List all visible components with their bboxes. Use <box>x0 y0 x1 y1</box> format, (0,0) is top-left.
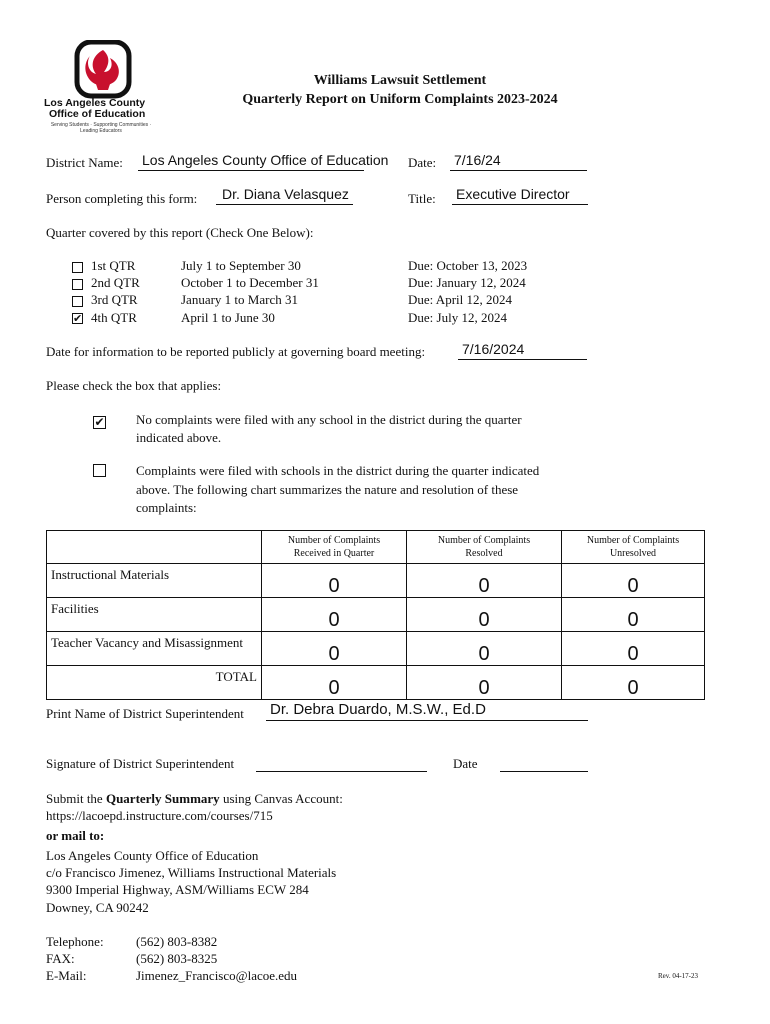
teacher-resolved[interactable]: 0 <box>407 632 562 666</box>
submit-suffix: using Canvas Account: <box>222 791 343 806</box>
quarter-4-label: 4th QTR <box>91 310 137 325</box>
superintendent-name-underline <box>266 720 588 721</box>
header-received: Number of Complaints Received in Quarter <box>262 531 407 564</box>
report-title-line2: Quarterly Report on Uniform Complaints 2023-2024 <box>242 92 558 107</box>
signature-line[interactable] <box>256 771 427 772</box>
row-label-facilities: Facilities <box>47 598 262 632</box>
date-label: Date: <box>408 155 437 170</box>
signature-label: Signature of District Superintendent <box>46 756 235 771</box>
header-resolved: Number of Complaints Resolved <box>407 531 562 564</box>
no-complaints-line2: indicated above. <box>136 430 222 445</box>
instructional-unresolved[interactable]: 0 <box>562 564 705 598</box>
org-name-line1: Los Angeles County <box>44 97 146 109</box>
quarter-2-due: Due: January 12, 2024 <box>408 275 526 290</box>
complaints-filed-line3: complaints: <box>136 500 197 515</box>
table-header-row <box>47 531 705 564</box>
quarter-1-range: July 1 to September 30 <box>181 258 301 273</box>
instructional-received[interactable]: 0 <box>262 564 407 598</box>
teacher-received[interactable]: 0 <box>262 632 407 666</box>
person-value[interactable]: Dr. Diana Velasquez <box>222 186 349 202</box>
district-name-value[interactable]: Los Angeles County Office of Education <box>142 152 389 168</box>
facilities-received[interactable]: 0 <box>262 598 407 632</box>
facilities-unresolved[interactable]: 0 <box>562 598 705 632</box>
quarter-1-due: Due: October 13, 2023 <box>408 258 528 273</box>
row-label-instructional: Instructional Materials <box>47 564 262 598</box>
title-label: Title: <box>408 191 436 206</box>
quarter-2-checkbox[interactable] <box>72 279 83 290</box>
applies-prompt: Please check the box that applies: <box>46 378 222 393</box>
date-underline <box>450 170 587 171</box>
revision-note: Rev. 04-17-23 <box>658 972 698 980</box>
quarter-3-due: Due: April 12, 2024 <box>408 292 512 307</box>
fax-value: (562) 803-8325 <box>136 951 218 966</box>
fax-label: FAX: <box>46 951 75 966</box>
telephone-label: Telephone: <box>46 934 104 949</box>
table-row <box>47 564 705 598</box>
quarter-4-range: April 1 to June 30 <box>181 310 275 325</box>
table-row <box>47 598 705 632</box>
quarter-2-range: October 1 to December 31 <box>181 275 319 290</box>
title-underline <box>452 204 588 205</box>
complaints-filed-line1: Complaints were filed with schools in the district during the quarter indicated <box>136 463 540 478</box>
table-row <box>47 632 705 666</box>
flame-emblem-icon <box>40 40 162 100</box>
submit-bold: Quarterly Summary <box>105 791 220 806</box>
district-name-underline <box>138 170 364 171</box>
complaints-filed-line2: above. The following chart summarizes the nature and resolution of these <box>136 482 519 497</box>
board-date-underline <box>458 359 587 360</box>
submit-prefix: Submit the <box>46 791 103 806</box>
telephone-value: (562) 803-8382 <box>136 934 218 949</box>
quarter-1-label: 1st QTR <box>91 258 136 273</box>
email-link[interactable]: Jimenez_Francisco@lacoe.edu <box>136 968 298 983</box>
complaints-filed-checkbox[interactable] <box>93 464 106 477</box>
complaints-table <box>46 530 705 700</box>
address-line-4: Downey, CA 90242 <box>46 900 149 915</box>
board-date-label: Date for information to be reported publicly at governing board meeting: <box>46 344 426 359</box>
quarter-3-checkbox[interactable] <box>72 296 83 307</box>
date-value[interactable]: 7/16/24 <box>454 152 501 168</box>
or-mail-heading: or mail to: <box>46 828 105 843</box>
lacoe-logo <box>40 40 162 138</box>
quarter-3-label: 3rd QTR <box>91 292 138 307</box>
header-unresolved: Number of Complaints Unresolved <box>562 531 705 564</box>
superintendent-name-value[interactable]: Dr. Debra Duardo, M.S.W., Ed.D <box>270 701 486 718</box>
total-resolved[interactable]: 0 <box>407 666 562 700</box>
canvas-url-link[interactable]: https://lacoepd.instructure.com/courses/715 <box>46 808 273 823</box>
title-value[interactable]: Executive Director <box>456 186 570 202</box>
address-line-3: 9300 Imperial Highway, ASM/Williams ECW 284 <box>46 882 309 897</box>
quarter-4-checkbox[interactable]: ✔ <box>73 312 83 325</box>
teacher-unresolved[interactable]: 0 <box>562 632 705 666</box>
total-received[interactable]: 0 <box>262 666 407 700</box>
row-label-teacher: Teacher Vacancy and Misassignment <box>47 632 262 666</box>
no-complaints-line1: No complaints were filed with any school in the district during the quarter <box>136 412 522 427</box>
facilities-resolved[interactable]: 0 <box>407 598 562 632</box>
instructional-resolved[interactable]: 0 <box>407 564 562 598</box>
signature-date-label: Date <box>453 756 478 771</box>
quarter-4-due: Due: July 12, 2024 <box>408 310 507 325</box>
signature-date-line[interactable] <box>500 771 588 772</box>
board-date-value[interactable]: 7/16/2024 <box>462 341 525 357</box>
quarter-1-checkbox[interactable] <box>72 262 83 273</box>
district-name-label: District Name: <box>46 155 123 170</box>
org-name-line2: Office of Education <box>49 108 146 120</box>
table-header-blank <box>47 531 262 564</box>
address-line-1: Los Angeles County Office of Education <box>46 848 259 863</box>
submit-instruction <box>46 791 343 807</box>
report-title-line1: Williams Lawsuit Settlement <box>313 73 487 88</box>
superintendent-name-label: Print Name of District Superintendent <box>46 706 244 721</box>
org-tagline: Serving Students · Supporting Communities · Leading Educators <box>50 122 152 134</box>
quarter-prompt: Quarter covered by this report (Check One Below): <box>46 225 314 240</box>
person-underline <box>216 204 353 205</box>
table-row <box>47 666 705 700</box>
email-label: E-Mail: <box>46 968 87 983</box>
row-label-total: TOTAL <box>47 666 262 700</box>
quarter-3-range: January 1 to March 31 <box>181 292 298 307</box>
quarter-2-label: 2nd QTR <box>91 275 140 290</box>
address-line-2: c/o Francisco Jimenez, Williams Instructional Materials <box>46 865 337 880</box>
no-complaints-checkbox[interactable]: ✔ <box>94 415 105 429</box>
person-label: Person completing this form: <box>46 191 198 206</box>
total-unresolved[interactable]: 0 <box>562 666 705 700</box>
